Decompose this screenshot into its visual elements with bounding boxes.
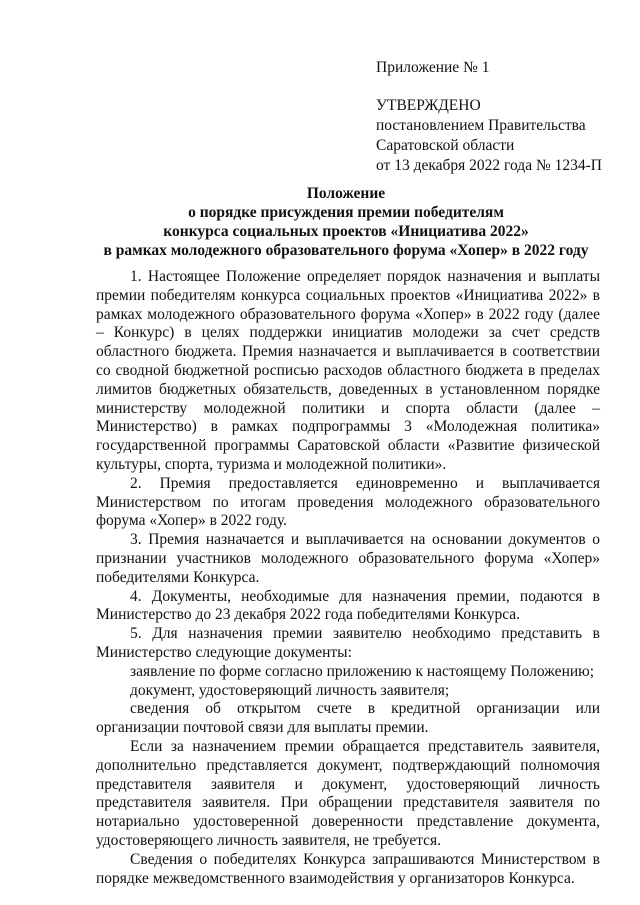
approval-block xyxy=(376,58,626,176)
appendix-label: Приложение № 1 xyxy=(376,59,490,76)
paragraph-2: 2. Премия предоставляется единовременно и выплачивается Министерством по итогам проведения молодежного образовательного форума «Хопер» в 2022 году. xyxy=(96,474,600,530)
title-line-1: Положение xyxy=(306,185,386,202)
document-body xyxy=(96,268,600,888)
paragraph-4: 4. Документы, необходимые для назначения премии, подаются в Министерство до 23 декабря 2022 года победителями Конкурса. xyxy=(96,587,600,624)
paragraph-3: 3. Премия назначается и выплачивается на основании документов о признании участников молодежного образовательного форума «Хопер» победителями Конкурса. xyxy=(96,531,600,586)
paragraph-representative: Если за назначением премии обращается представитель заявителя, дополнительно представляется документ, подтверждающий полномочия представителя заявителя и документ, удостоверяющий личность представителя заявителя. При обращении представителя заявителя по нотариально удостоверенной доверенности представление документа, удостоверяющего личность заявителя, не требуется. xyxy=(96,737,600,849)
approved-stamp-text: УТВЕРЖДЕНО xyxy=(376,97,481,114)
paragraph-winners-info: Сведения о победителях Конкурса запрашиваются Министерством в порядке межведомственного взаимодействия у организаторов Конкурса. xyxy=(96,850,600,887)
document-item-application: заявление по форме согласно приложению к настоящему Положению; xyxy=(130,662,595,680)
document-item-identity: документ, удостоверяющий личность заявителя; xyxy=(130,681,450,699)
document-item-bank-account: сведения об открытом счете в кредитной организации или организации почтовой связи для выплаты премии. xyxy=(96,700,600,737)
paragraph-1: 1. Настоящее Положение определяет порядок назначения и выплаты премии победителям конкурса социальных проектов «Инициатива 2022» в рамках молодежного образовательного форума «Хопер» в 2022 году (далее – Конкурс) в целях поддержки инициатив молодежи за счет средств областного бюджета. Премия назначается и выплачивается в соответствии со сводной бюджетной росписью расходов областного бюджета в пределах лимитов бюджетных обязательств, доведенных в установленном порядке министерству молодежной политики и спорта области (далее – Министерство) в рамках подпрограммы 3 «Молодежная политика» государственной программы Саратовской области «Развитие физической культуры, спорта, туризма и молодежной политики». xyxy=(96,268,600,473)
title-line-4: в рамках молодежного образовательного форума «Хопер» в 2022 году xyxy=(103,242,589,259)
approval-line-1: постановлением Правительства xyxy=(376,117,586,134)
paragraph-5: 5. Для назначения премии заявителю необходимо представить в Министерство следующие документы: xyxy=(96,625,600,661)
document-title xyxy=(90,184,602,260)
approval-line-2: Саратовской области xyxy=(376,137,515,154)
title-line-3: конкурса социальных проектов «Инициатива 2022» xyxy=(163,223,529,240)
approval-line-3: от 13 декабря 2022 года № 1234-П xyxy=(376,157,602,174)
title-line-2: о порядке присуждения премии победителям xyxy=(188,204,504,221)
